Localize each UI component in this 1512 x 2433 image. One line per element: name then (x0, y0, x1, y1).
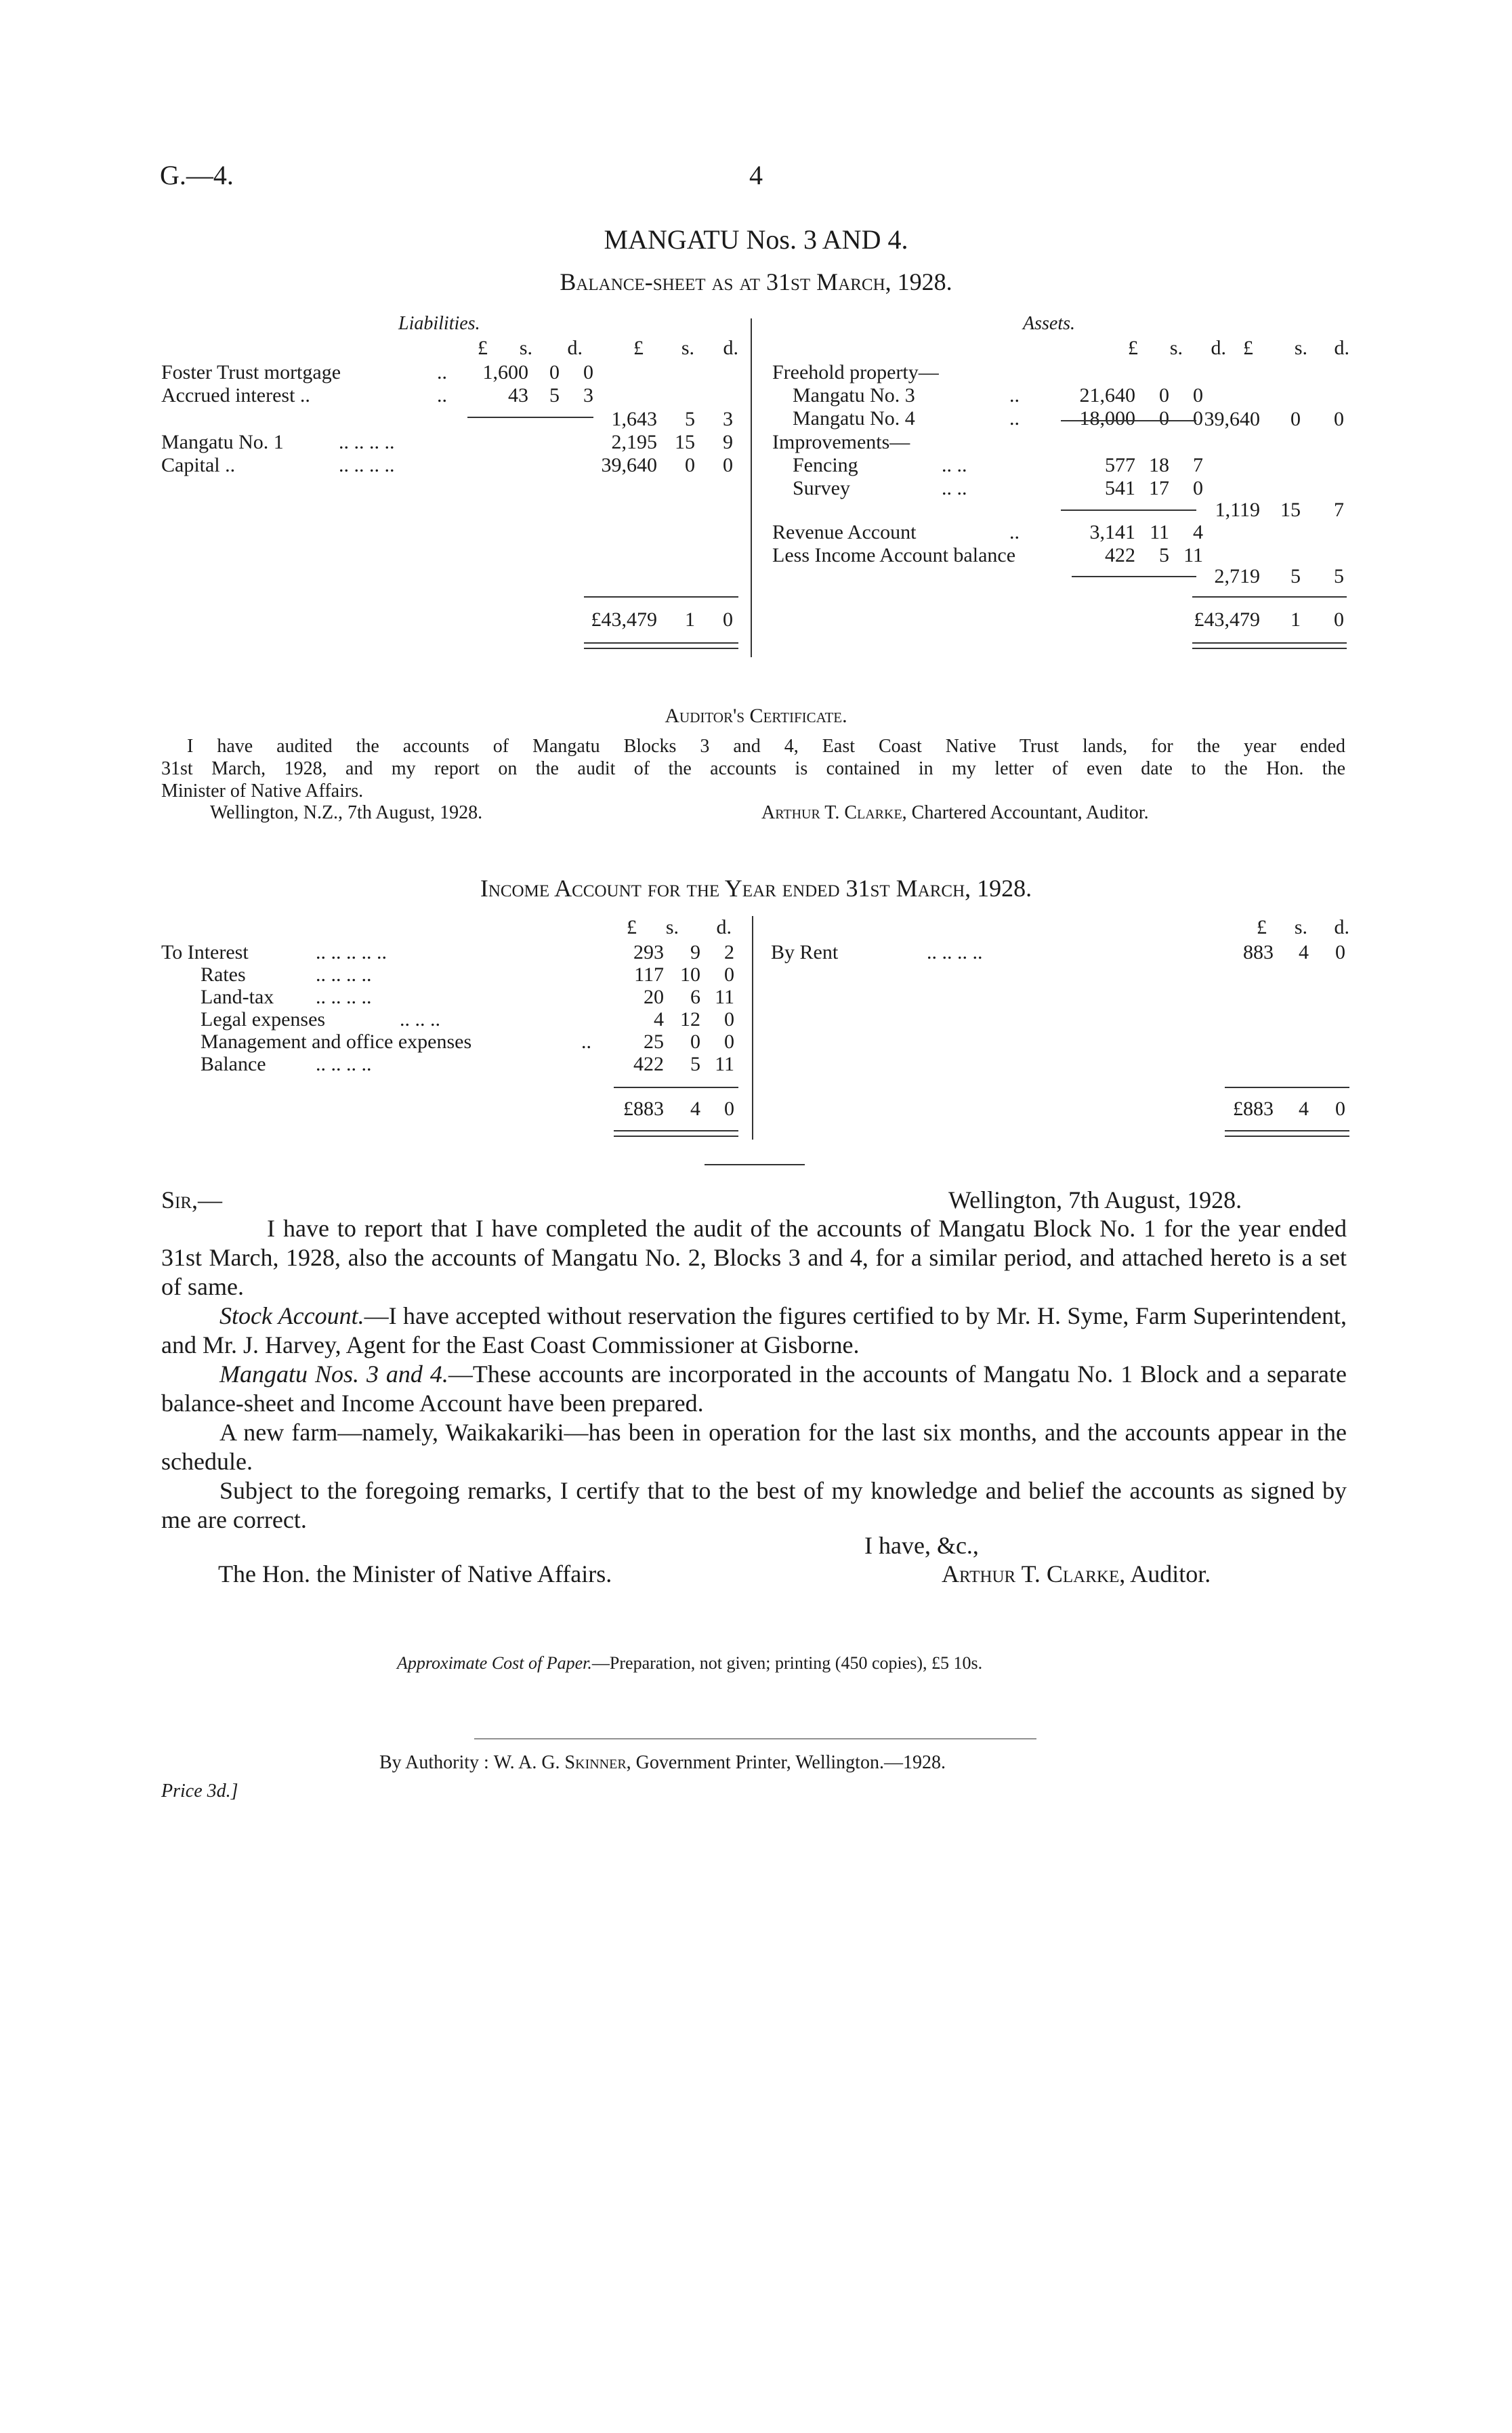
income-debit-pounds: 4 (654, 1008, 664, 1031)
liab-row-pounds: 2,195 (611, 431, 657, 453)
income-debit-shillings: 9 (690, 941, 700, 963)
assets-inner-d-header: d. (1211, 337, 1226, 359)
asset-row-dots: .. .. (942, 477, 967, 499)
income-debit-total-rule (614, 1087, 738, 1088)
liab-row-dots: .. (437, 384, 447, 407)
letter-addressee: The Hon. the Minister of Native Affairs. (218, 1560, 612, 1587)
asset-row-label: Revenue Account (772, 521, 917, 543)
asset-row-label: Mangatu No. 4 (793, 407, 915, 430)
income-credit-total-pounds: £883 (1233, 1098, 1274, 1120)
asset-subtotal-pounds: 39,640 (1204, 408, 1260, 430)
asset-row-pence: 4 (1193, 521, 1203, 543)
letter-signature (942, 1560, 1211, 1588)
income-debit-pounds: 25 (644, 1031, 664, 1053)
income-account-heading: Income Account for the Year ended 31st March, 1928. (480, 875, 1032, 902)
income-debit-shillings: 10 (680, 963, 700, 986)
income-debit-pounds: 20 (644, 986, 664, 1008)
liab-row-shillings: 0 (549, 361, 560, 383)
income-credit-d-header: d. (1334, 916, 1349, 938)
asset-row-pounds: 577 (1105, 454, 1135, 476)
liab-inner-s-header: s. (519, 337, 532, 359)
liab-row-dots: .. (437, 361, 447, 383)
liab-row-dots: .. .. .. .. (339, 431, 395, 453)
income-credit-pounds: 883 (1243, 941, 1274, 963)
income-account-divider (752, 916, 753, 1140)
income-debit-pence: 0 (724, 1008, 734, 1031)
letter-paragraph-4: A new farm—namely, Waikakariki—has been in operation for the last six months, and the accounts appear in the schedule. (161, 1419, 1347, 1475)
liab-row-pence: 9 (723, 431, 733, 453)
income-credit-pence: 0 (1335, 941, 1345, 963)
asset-row-pence: 11 (1183, 544, 1203, 566)
assets-total-pounds: £43,479 (1194, 608, 1260, 631)
liab-subtotal-pounds: 1,643 (611, 408, 657, 430)
letter-paragraph-2-lead: Stock Account. (219, 1302, 364, 1329)
section-separator (705, 1164, 805, 1165)
liabilities-heading: Liabilities. (398, 313, 480, 334)
income-credit-total-rule (1225, 1087, 1349, 1088)
income-debit-label: Land-tax (201, 986, 274, 1008)
assets-total-pence: 0 (1334, 608, 1344, 631)
liab-inner-pound-header: £ (478, 337, 488, 359)
assets-outer-d-header: d. (1334, 337, 1349, 359)
income-debit-dots: .. .. .. .. (316, 963, 372, 986)
income-debit-pence: 11 (715, 1053, 734, 1075)
asset-row-label: Freehold property— (772, 361, 939, 383)
income-debit-pound-header: £ (627, 916, 637, 938)
authority-name: W. A. G. Skinner (493, 1752, 627, 1773)
assets-total-double-rule (1192, 642, 1347, 649)
income-debit-dots: .. .. .. .. .. (316, 941, 387, 963)
asset-subtotal-pence: 7 (1334, 499, 1344, 521)
asset-row-dots: .. (1009, 407, 1020, 430)
liab-outer-d-header: d. (723, 337, 738, 359)
income-credit-label: By Rent (771, 941, 839, 963)
letter-paragraph-3 (161, 1360, 1347, 1418)
letter-signature-title: , Auditor. (1119, 1560, 1211, 1587)
balance-sheet-heading: Balance-sheet as at 31st March, 1928. (560, 268, 952, 295)
asset-row-pounds: 18,000 (1079, 407, 1135, 430)
assets-outer-pound-header: £ (1243, 337, 1253, 359)
asset-row-pence: 0 (1193, 384, 1203, 407)
asset-row-label: Fencing (793, 454, 858, 476)
liab-row-label: Capital .. (161, 454, 236, 476)
income-credit-dots: .. .. .. .. (927, 941, 983, 963)
liab-row-shillings: 5 (549, 384, 560, 407)
income-debit-pounds: 117 (634, 963, 664, 986)
asset-row-dots: .. (1009, 384, 1020, 407)
asset-subtotal-pounds: 1,119 (1215, 499, 1260, 521)
income-debit-pence: 11 (715, 986, 734, 1008)
liab-subtotal-shillings: 5 (685, 408, 695, 430)
liab-row-label: Accrued interest .. (161, 384, 310, 407)
letter-paragraph-2-text: —I have accepted without reservation the figures certified to by Mr. H. Syme, Farm Superintendent, and Mr. J. Harvey, Agent for the East Coast Commissioner at Gisborne. (161, 1302, 1347, 1358)
liab-row-pounds: 1,600 (482, 361, 528, 383)
asset-row-pounds: 3,141 (1089, 521, 1135, 543)
asset-row-label: Less Income Account balance (772, 544, 1016, 566)
income-debit-pence: 0 (724, 963, 734, 986)
asset-row-label: Mangatu No. 3 (793, 384, 915, 407)
asset-subtotal-shillings: 0 (1290, 408, 1301, 430)
income-credit-total-double-rule (1225, 1130, 1349, 1137)
liab-row-pence: 0 (583, 361, 593, 383)
asset-row-shillings: 11 (1150, 521, 1169, 543)
liab-row-label: Foster Trust mortgage (161, 361, 341, 383)
asset-row-shillings: 17 (1149, 477, 1169, 499)
income-debit-total-pence: 0 (724, 1098, 734, 1120)
liab-outer-pound-header: £ (633, 337, 644, 359)
liab-row-shillings: 0 (685, 454, 695, 476)
income-debit-label: Legal expenses (201, 1008, 326, 1031)
certificate-line-3: Minister of Native Affairs. (161, 781, 364, 802)
liab-subtotal-pence: 3 (723, 408, 733, 430)
cost-of-paper-text: —Preparation, not given; printing (450 copies), £5 10s. (591, 1653, 983, 1673)
income-debit-shillings: 5 (690, 1053, 700, 1075)
asset-row-pence: 7 (1193, 454, 1203, 476)
asset-row-shillings: 18 (1149, 454, 1169, 476)
asset-subtotal-shillings: 5 (1290, 565, 1301, 587)
letter-salutation: Sir,— (161, 1186, 223, 1213)
asset-row-label: Improvements— (772, 431, 910, 453)
liab-total-pence: 0 (723, 608, 733, 631)
income-credit-pound-header: £ (1257, 916, 1267, 938)
liab-row-dots: .. .. .. .. (339, 454, 395, 476)
asset-row-pounds: 422 (1105, 544, 1135, 566)
authority-line (379, 1752, 946, 1774)
letter-place-date: Wellington, 7th August, 1928. (948, 1186, 1242, 1213)
income-debit-label: Balance (201, 1053, 266, 1075)
income-debit-dots: .. .. .. (400, 1008, 440, 1031)
liab-row-shillings: 15 (675, 431, 695, 453)
income-credit-s-header: s. (1294, 916, 1307, 938)
letter-paragraph-5: Subject to the foregoing remarks, I certify that to the best of my knowledge and belief the accounts as signed by me are correct. (161, 1477, 1347, 1533)
income-debit-label: Rates (201, 963, 246, 986)
income-credit-total-pence: 0 (1335, 1098, 1345, 1120)
income-debit-label: To Interest (161, 941, 249, 963)
income-debit-s-header: s. (665, 916, 679, 938)
price: Price 3d.] (161, 1781, 238, 1802)
income-credit-total-shillings: 4 (1299, 1098, 1309, 1120)
income-debit-total-double-rule (614, 1130, 738, 1137)
income-debit-pence: 2 (724, 941, 734, 963)
certificate-place-date: Wellington, N.Z., 7th August, 1928. (210, 802, 483, 823)
liab-inner-d-header: d. (567, 337, 583, 359)
liab-total-pounds: £43,479 (591, 608, 657, 631)
letter-paragraph-1: I have to report that I have completed the audit of the accounts of Mangatu Block No. 1 for the year ended 31st March, 1928, also the accounts of Mangatu No. 2, Blocks 3 and 4, for a similar period, and attached hereto is a set of same. (161, 1215, 1347, 1300)
certificate-line-1: I have audited the accounts of Mangatu Blocks 3 and 4, East Coast Native Trust lands, for the year ended (187, 736, 1345, 757)
document-code: G.—4. (160, 160, 234, 190)
income-debit-pence: 0 (724, 1031, 734, 1053)
asset-subtotal-pence: 0 (1334, 408, 1344, 430)
income-debit-label: Management and office expenses (201, 1031, 472, 1053)
cost-of-paper (397, 1653, 982, 1673)
income-debit-pounds: 293 (633, 941, 664, 963)
letter-signature-name: Arthur T. Clarke (942, 1560, 1120, 1587)
liab-row-label: Mangatu No. 1 (161, 431, 284, 453)
income-debit-total-shillings: 4 (690, 1098, 700, 1120)
asset-row-dots: .. (1009, 521, 1020, 543)
balance-sheet-divider (751, 318, 752, 657)
asset-row-shillings: 5 (1159, 544, 1169, 566)
asset-subtotal-pounds: 2,719 (1214, 565, 1260, 587)
asset-row-pence: 0 (1193, 477, 1203, 499)
certificate-signature (761, 802, 1149, 824)
letter-paragraph-3-text: —These accounts are incorporated in the accounts of Mangatu No. 1 Block and a separate balance-sheet and Income Account have been prepared. (161, 1360, 1347, 1417)
page-title: MANGATU Nos. 3 AND 4. (604, 224, 908, 255)
asset-row-shillings: 0 (1159, 384, 1169, 407)
asset-subtotal-rule (1061, 420, 1196, 421)
income-debit-pounds: 422 (633, 1053, 664, 1075)
income-debit-dots: .. .. .. .. (316, 986, 372, 1008)
certificate-signature-name: Arthur T. Clarke (761, 802, 902, 823)
liab-row-pence: 3 (583, 384, 593, 407)
liab-subtotal-rule (467, 417, 593, 418)
certificate-line-2: 31st March, 1928, and my report on the audit of the accounts is contained in my letter of even date to the Hon. the (161, 758, 1345, 779)
income-debit-shillings: 6 (690, 986, 700, 1008)
income-debit-shillings: 0 (690, 1031, 700, 1053)
assets-inner-pound-header: £ (1128, 337, 1138, 359)
asset-row-pence: 0 (1193, 407, 1203, 430)
assets-total-rule (1192, 596, 1347, 598)
income-debit-dots: .. (581, 1031, 591, 1053)
asset-subtotal-rule (1072, 576, 1196, 577)
liab-row-pence: 0 (723, 454, 733, 476)
assets-total-shillings: 1 (1290, 608, 1301, 631)
cost-of-paper-lead: Approximate Cost of Paper. (397, 1653, 592, 1673)
income-debit-dots: .. .. .. .. (316, 1053, 372, 1075)
liab-row-pounds: 43 (508, 384, 528, 407)
asset-row-pounds: 21,640 (1079, 384, 1135, 407)
asset-subtotal-pence: 5 (1334, 565, 1344, 587)
letter-paragraph-3-lead: Mangatu Nos. 3 and 4. (219, 1360, 448, 1388)
liab-total-double-rule (584, 642, 738, 649)
authority-lead: By Authority : (379, 1752, 489, 1773)
asset-row-label: Survey (793, 477, 850, 499)
liab-outer-s-header: s. (681, 337, 694, 359)
page-number: 4 (749, 160, 763, 190)
assets-outer-s-header: s. (1294, 337, 1307, 359)
assets-inner-s-header: s. (1169, 337, 1183, 359)
letter-closing: I have, &c., (864, 1532, 979, 1559)
authority-rest: , Government Printer, Wellington.—1928. (626, 1752, 946, 1773)
liab-total-rule (584, 596, 738, 598)
asset-row-shillings: 0 (1159, 407, 1169, 430)
certificate-signature-title: , Chartered Accountant, Auditor. (902, 802, 1149, 823)
liab-total-shillings: 1 (685, 608, 695, 631)
income-credit-shillings: 4 (1299, 941, 1309, 963)
asset-row-pounds: 541 (1105, 477, 1135, 499)
income-debit-d-header: d. (716, 916, 732, 938)
asset-subtotal-shillings: 15 (1280, 499, 1301, 521)
certificate-heading: Auditor's Certificate. (665, 705, 847, 727)
income-debit-shillings: 12 (680, 1008, 700, 1031)
asset-row-dots: .. .. (942, 454, 967, 476)
income-debit-total-pounds: £883 (623, 1098, 664, 1120)
asset-subtotal-rule (1061, 510, 1196, 511)
liab-row-pounds: 39,640 (601, 454, 657, 476)
letter-paragraph-2 (161, 1302, 1347, 1360)
assets-heading: Assets. (1023, 313, 1075, 334)
